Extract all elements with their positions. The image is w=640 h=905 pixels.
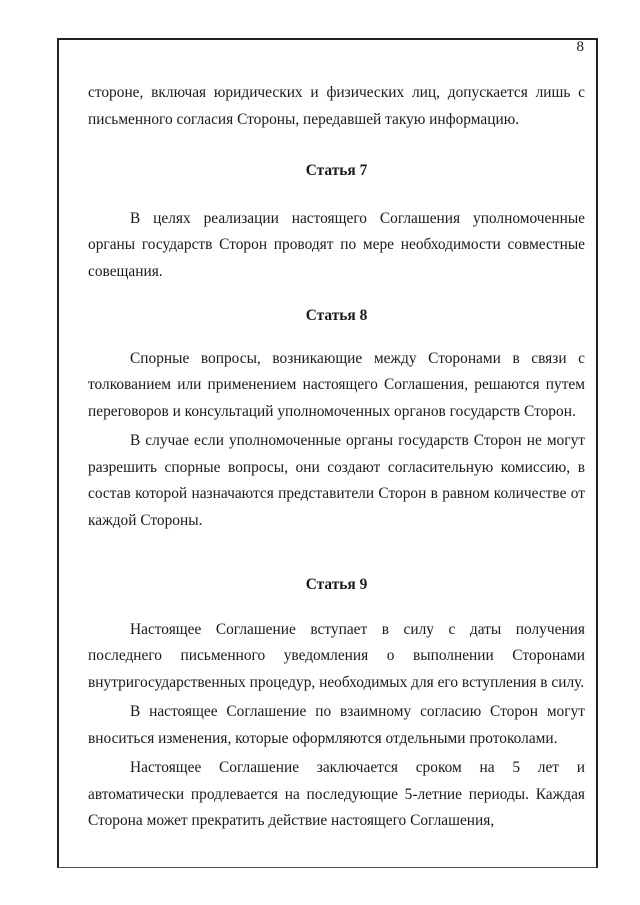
article-8-paragraph-2: В случае если уполномоченные органы государств Сторон не могут разрешить спорные вопросы, они создают согласительную комиссию, в состав которой назначаются представители Сторон в равном количестве от каждой Стороны. [88, 432, 585, 529]
intro-paragraph: стороне, включая юридических и физических лиц, допускается лишь с письменного согласия Стороны, передавшей такую информацию. [88, 84, 585, 128]
page-frame [57, 38, 598, 868]
article-8-heading: Статья 8 [305, 307, 368, 324]
article-9-paragraph-2: В настоящее Соглашение по взаимному согласию Сторон могут вноситься изменения, которые оформляются отдельными протоколами. [88, 703, 585, 747]
article-9-heading: Статья 9 [305, 576, 368, 593]
article-9-paragraph-3: Настоящее Соглашение заключается сроком на 5 лет и автоматически продлевается на последующие 5-летние периоды. Каждая Сторона может прекратить действие настоящего Соглашения, [88, 759, 585, 829]
article-7-heading: Статья 7 [305, 162, 368, 179]
article-7-paragraph-1: В целях реализации настоящего Соглашения уполномоченные органы государств Сторон проводят по мере необходимости совместные совещания. [88, 209, 585, 280]
article-9-paragraph-1: Настоящее Соглашение вступает в силу с даты получения последнего письменного уведомления о выполнении Сторонами внутригосударственных процедур, необходимых для его вступления в силу. [88, 620, 585, 691]
page-number: 8 [576, 39, 584, 55]
document-body [88, 80, 585, 835]
article-8-paragraph-1: Спорные вопросы, возникающие между Сторонами в связи с толкованием или применением настоящего Соглашения, решаются путем переговоров и консультаций уполномоченных органов государств Сторон. [88, 349, 585, 420]
